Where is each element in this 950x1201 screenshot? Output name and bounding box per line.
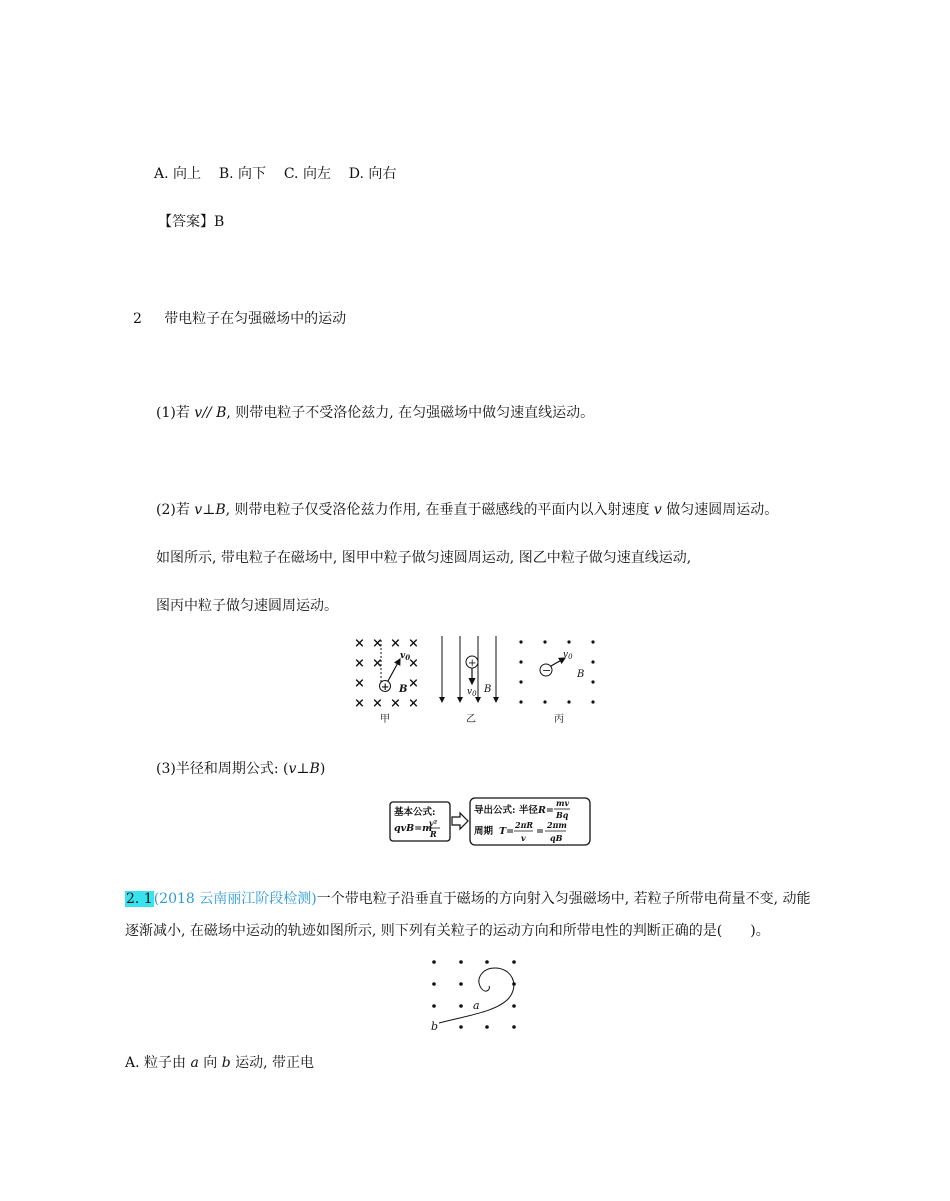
field-dot	[432, 982, 436, 986]
field-dot	[591, 700, 594, 703]
field-dot	[432, 1004, 436, 1008]
label-jia: 甲	[380, 714, 390, 725]
basic-formula-title: 基本公式:	[394, 807, 436, 818]
paragraph-3: 如图所示, 带电粒子在磁场中, 图甲中粒子做匀速圆周运动, 图乙中粒子做匀速直线运动,	[156, 550, 692, 566]
field-dot	[591, 660, 594, 663]
field-dot	[591, 640, 594, 643]
period-den-1: v	[521, 833, 526, 843]
figure-trajectory	[425, 954, 525, 1034]
paragraph-4: 图丙中粒子做匀速圆周运动。	[156, 598, 338, 614]
period-label: 周期	[474, 826, 494, 837]
panel-yi	[442, 636, 496, 725]
cross-symbol: ×	[354, 656, 365, 671]
field-dot	[519, 700, 522, 703]
figure-magnetic-fields	[345, 630, 615, 725]
period-eq: T=	[499, 826, 515, 837]
field-dot	[543, 640, 546, 643]
period-den-2: qB	[550, 833, 563, 843]
v0-label: $v_0$	[563, 650, 573, 661]
paragraph-5: (3)半径和周期公式: (v⊥B)	[156, 761, 326, 777]
label-yi: 乙	[466, 714, 476, 725]
field-dot	[485, 960, 489, 964]
section-heading	[133, 310, 346, 328]
hollow-arrow-icon	[452, 813, 468, 829]
prev-options	[154, 165, 396, 183]
option-a: A. 向上	[154, 166, 202, 182]
b-label: B	[577, 669, 585, 680]
field-dot	[432, 960, 436, 964]
field-dot	[485, 1025, 489, 1029]
b-label: B	[484, 684, 492, 695]
question-text-1: 一个带电粒子沿垂直于磁场的方向射入匀强磁场中, 若粒子所带电荷量不变, 动能	[316, 891, 811, 907]
field-dot	[459, 960, 463, 964]
formula-diagram	[388, 797, 593, 849]
field-dot	[459, 1004, 463, 1008]
field-dot	[519, 640, 522, 643]
field-dot	[512, 1004, 516, 1008]
paragraph-1: (1)若 v// B, 则带电粒子不受洛伦兹力, 在匀强磁场中做匀速直线运动。	[156, 405, 595, 421]
trajectory-curve	[439, 968, 514, 1023]
option-c: C. 向左	[283, 166, 331, 182]
point-b-label: b	[431, 1020, 439, 1033]
cross-symbol: ×	[408, 656, 419, 671]
cross-symbol: ×	[354, 636, 365, 651]
section-number: 2	[133, 311, 142, 327]
basic-formula-den: R	[430, 829, 437, 839]
radius-eq: R=	[538, 805, 554, 816]
field-dot	[519, 680, 522, 683]
field-dot	[459, 982, 463, 986]
plus-sign: +	[468, 658, 477, 669]
question-source: (2018 云南丽江阶段检测)	[153, 891, 317, 907]
basic-formula-eq: qvB=m	[394, 823, 433, 834]
label-bing: 丙	[554, 714, 564, 725]
math-v: v	[653, 502, 662, 518]
panel-bing	[519, 640, 594, 725]
cross-symbol: ×	[354, 696, 365, 711]
math-v-parallel-b: v// B	[194, 405, 227, 421]
radius-num: mv	[556, 798, 570, 808]
option-d: D. 向右	[348, 166, 397, 182]
v0-label: $v_0$	[467, 687, 477, 698]
field-dot	[519, 660, 522, 663]
cross-symbol: ×	[390, 636, 401, 651]
field-dot	[567, 640, 570, 643]
section-title: 带电粒子在匀强磁场中的运动	[164, 311, 347, 327]
period-num-1: 2πR	[515, 820, 534, 830]
question-number: 2. 1	[126, 891, 153, 907]
option-a-line: A. 粒子由 a 向 b 运动, 带正电	[125, 1055, 315, 1071]
basic-formula-num: v²	[429, 818, 438, 828]
math-v-perp-b: v⊥B	[194, 502, 226, 518]
question-2-1-line-2: 逐渐减小, 在磁场中运动的轨迹如图所示, 则下列有关粒子的运动方向和所带电性的判断正确的是( )。	[125, 923, 770, 939]
field-dot	[512, 960, 516, 964]
field-dot	[512, 1025, 516, 1029]
math-v-perp-b: v⊥B	[288, 761, 320, 777]
cross-symbol: ×	[408, 636, 419, 651]
derived-formula-title: 导出公式: 半径	[474, 805, 538, 816]
cross-symbol: ×	[390, 696, 401, 711]
cross-symbol: ×	[354, 676, 365, 691]
field-dot	[567, 700, 570, 703]
cross-symbol: ×	[408, 696, 419, 711]
field-dot	[591, 680, 594, 683]
question-2-1-line-1	[125, 890, 811, 908]
option-b: B. 向下	[218, 166, 267, 182]
plus-sign: +	[381, 682, 390, 693]
paragraph-2: (2)若 v⊥B, 则带电粒子仅受洛伦兹力作用, 在垂直于磁感线的平面内以入射速度 v 做匀速圆周运动。	[156, 502, 779, 518]
answer-line: 【答案】B	[158, 214, 225, 230]
period-equals: =	[536, 826, 544, 837]
minus-sign: −	[542, 664, 552, 677]
cross-symbol: ×	[372, 696, 383, 711]
cross-symbol: ×	[372, 636, 383, 651]
v0-label: $v_0$	[400, 651, 411, 662]
field-dot	[543, 700, 546, 703]
point-a-label: a	[473, 999, 480, 1012]
panel-jia	[354, 636, 419, 725]
velocity-arrow	[388, 659, 400, 681]
period-num-2: 2πm	[547, 820, 567, 830]
cross-symbol: ×	[408, 676, 419, 691]
field-dot	[459, 1025, 463, 1029]
b-label: B	[399, 684, 408, 695]
radius-den: Bq	[556, 810, 569, 820]
cross-symbol: ×	[372, 656, 383, 671]
